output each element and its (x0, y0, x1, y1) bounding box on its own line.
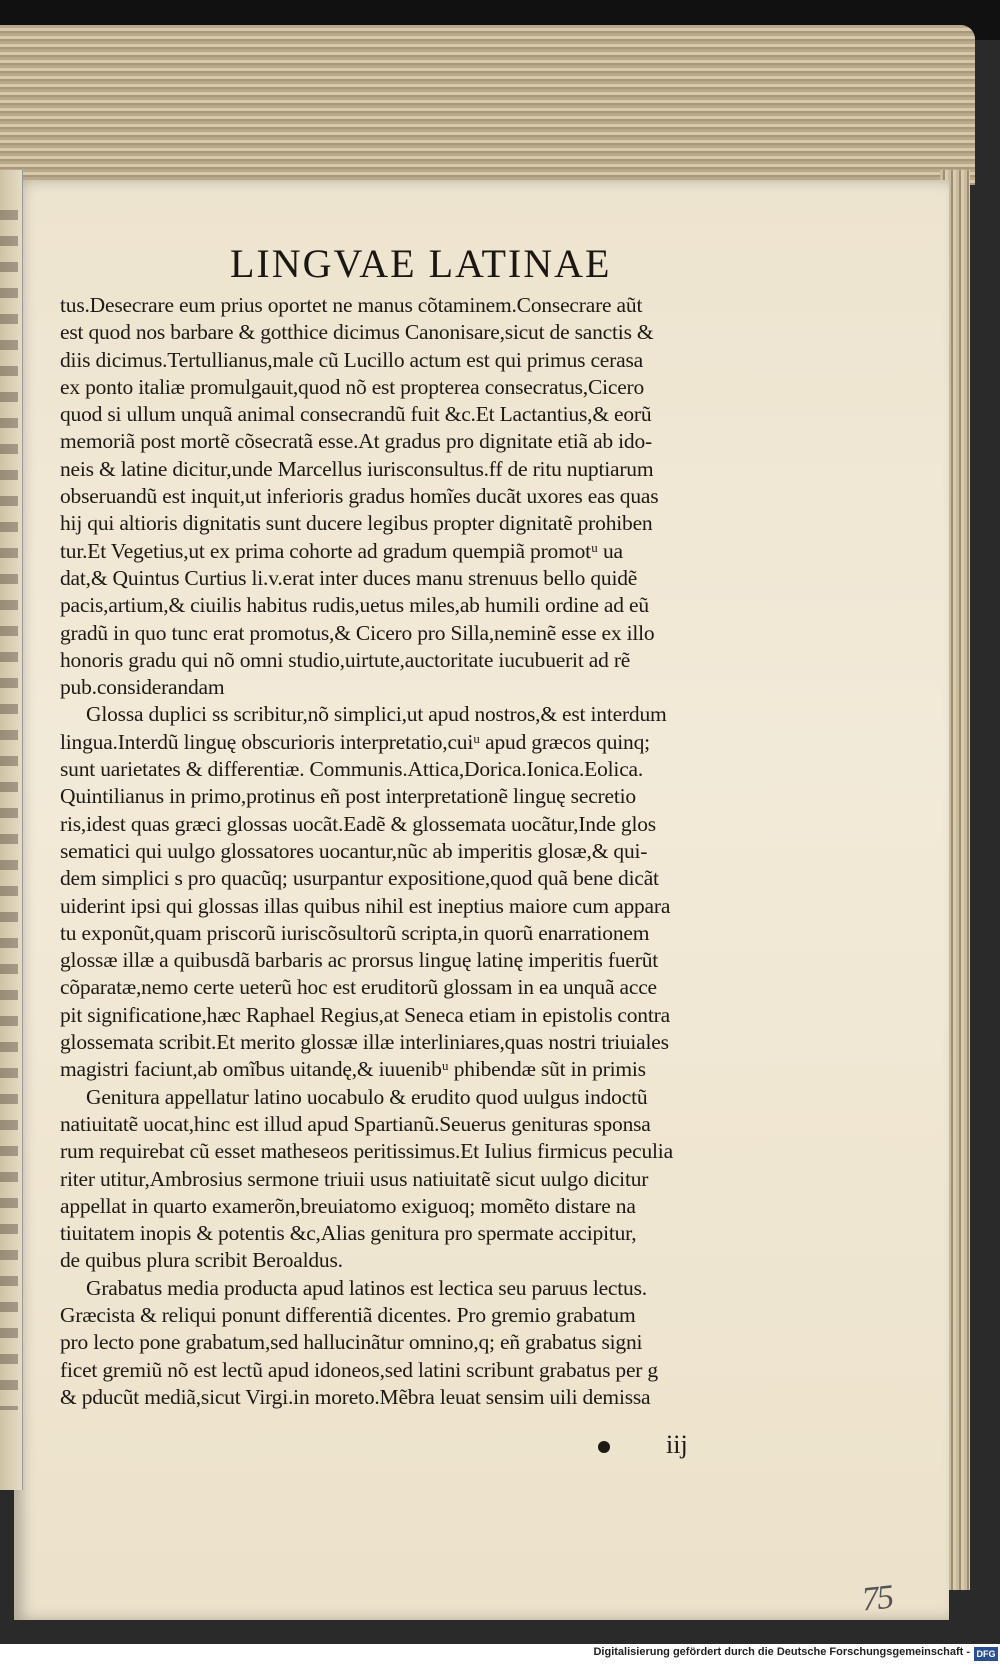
text-line: ex ponto italiæ promulgauit,quod nõ est propterea consecratus,Cicero (60, 374, 645, 399)
text-line: tu exponũt,quam priscorũ iuriscõsultorũ scripta,in quorũ enarrationem (60, 920, 650, 945)
text-line: pub.considerandam (60, 675, 225, 700)
text-line: pro lecto pone grabatum,sed hallucinãtur omnino,q; eñ grabatus signi (60, 1330, 643, 1355)
text-line: Genitura appellatur latino uocabulo & erudito quod uulgus indoctũ (86, 1084, 648, 1109)
text-line: dem simplici s pro quacũq; usurpantur expositione,quod quã bene dicãt (60, 866, 659, 891)
body-text (60, 292, 920, 1411)
text-line: Quintilianus in primo,protinus eñ post interpretationẽ linguę secretio (60, 784, 636, 809)
text-line: appellat in quarto examerõn,breuiatomo exiguoq; momẽto distare na (60, 1193, 636, 1218)
text-line: neis & latine dicitur,unde Marcellus iurisconsultus.ff de ritu nuptiarum (60, 456, 654, 481)
text-line: ris,idest quas græci glossas uocãt.Eadẽ & glossemata uocãtur,Inde glos (60, 811, 656, 836)
text-line: memoriã post mortẽ cõsecratã esse.At gradus pro dignitate etiã ab ido- (60, 429, 652, 454)
book-page-edges-top (0, 25, 975, 185)
text-line: glossemata scribit.Et merito glossæ illæ interliniares,quas nostri triuiales (60, 1030, 669, 1055)
text-line: Græcista & reliqui ponunt differentiã dicentes. Pro gremio grabatum (60, 1302, 636, 1327)
text-line: tiuitatem inopis & potentis &c,Alias genitura pro spermate accipitur, (60, 1221, 637, 1246)
text-line: lingua.Interdũ linguę obscurioris interpretatio,cuiᵘ apud græcos quinq; (60, 729, 650, 754)
text-line: gradũ in quo tunc erat promotus,& Cicero pro Silla,neminẽ esse ex illo (60, 620, 655, 645)
text-line: Glossa duplici ss scribitur,nõ simplici,ut apud nostros,& est interdum (86, 702, 667, 727)
text-line: est quod nos barbare & gotthice dicimus Canonisare,sicut de sanctis & (60, 320, 654, 345)
text-line: honoris gradu qui nõ omni studio,uirtute,auctoritate iucubuerit ad rẽ (60, 647, 631, 672)
text-line: ficet gremiũ nõ est lectũ apud idoneos,sed latini scribunt grabatus per g (60, 1357, 658, 1382)
text-line: uiderint ipsi qui glossas illas quibus nihil est ineptius maiore cum appara (60, 893, 671, 918)
signature-mark (598, 1430, 718, 1464)
signature-dot-icon (598, 1441, 610, 1453)
text-line: dat,& Quintus Curtius li.v.erat inter duces manu strenuus bello quidẽ (60, 565, 638, 590)
text-line: Grabatus media producta apud latinos est lectica seu paruus lectus. (86, 1275, 647, 1300)
text-line: hij qui altioris dignitatis sunt ducere legibus propter dignitatẽ prohiben (60, 511, 653, 536)
pencil-folio-number: 75 (860, 1578, 894, 1619)
text-line: & pducũt mediã,sicut Virgi.in moreto.Mẽbra leuat sensim uili demissa (60, 1384, 651, 1409)
digitization-credit: Digitalisierung gefördert durch die Deutsche Forschungsgemeinschaft - (593, 1646, 970, 1658)
text-line: diis dicimus.Tertullianus,male cũ Lucillo actum est qui primus cerasa (60, 347, 643, 372)
text-line: natiuitatẽ uocat,hinc est illud apud Spartianũ.Seuerus genituras sponsa (60, 1111, 651, 1136)
text-line: pit significatione,hæc Raphael Regius,at Seneca etiam in epistolis contra (60, 1002, 670, 1027)
signature-label: iij (666, 1430, 688, 1459)
text-line: de quibus plura scribit Beroaldus. (60, 1248, 343, 1273)
running-head: LINGVAE LATINAE (230, 241, 612, 286)
text-line: glossæ illæ a quibusdã barbaris ac prorsus linguę latinę imperitis fuerũt (60, 948, 659, 973)
facing-page-text-fragments (0, 210, 18, 1410)
text-line: sematici qui uulgo glossatores uocantur,nũc ab imperitis glosæ,& qui- (60, 838, 648, 863)
text-line: sunt uarietates & differentiæ. Communis.Attica,Dorica.Ionica.Eolica. (60, 757, 644, 782)
text-line: cõparatæ,nemo certe ueterũ hoc est eruditorũ glossam in ea unquã acce (60, 975, 657, 1000)
text-line: obseruandũ est inquit,ut inferioris gradus homĩes ducãt uxores eas quas (60, 484, 659, 509)
text-line: quod si ullum unquã animal consecrandũ fuit &c.Et Lactantius,& eorũ (60, 402, 652, 427)
text-line: rum requirebat cũ esset matheseos peritissimus.Et Iulius firmicus peculia (60, 1139, 673, 1164)
dfg-logo: DFG (974, 1647, 998, 1661)
text-line: magistri faciunt,ab omĩbus uitandę,& iuuenibᵘ phibendæ sũt in primis (60, 1057, 646, 1082)
text-line: tus.Desecrare eum prius oportet ne manus cõtaminem.Consecrare aũt (60, 293, 643, 317)
text-line: pacis,artium,& ciuilis habitus rudis,uetus miles,ab humili ordine ad eũ (60, 593, 649, 618)
text-line: riter utitur,Ambrosius sermone triuii usus natiuitatẽ sicut uulgo dicitur (60, 1166, 649, 1191)
text-line: tur.Et Vegetius,ut ex prima cohorte ad gradum quempiã promotᵘ ua (60, 538, 623, 563)
